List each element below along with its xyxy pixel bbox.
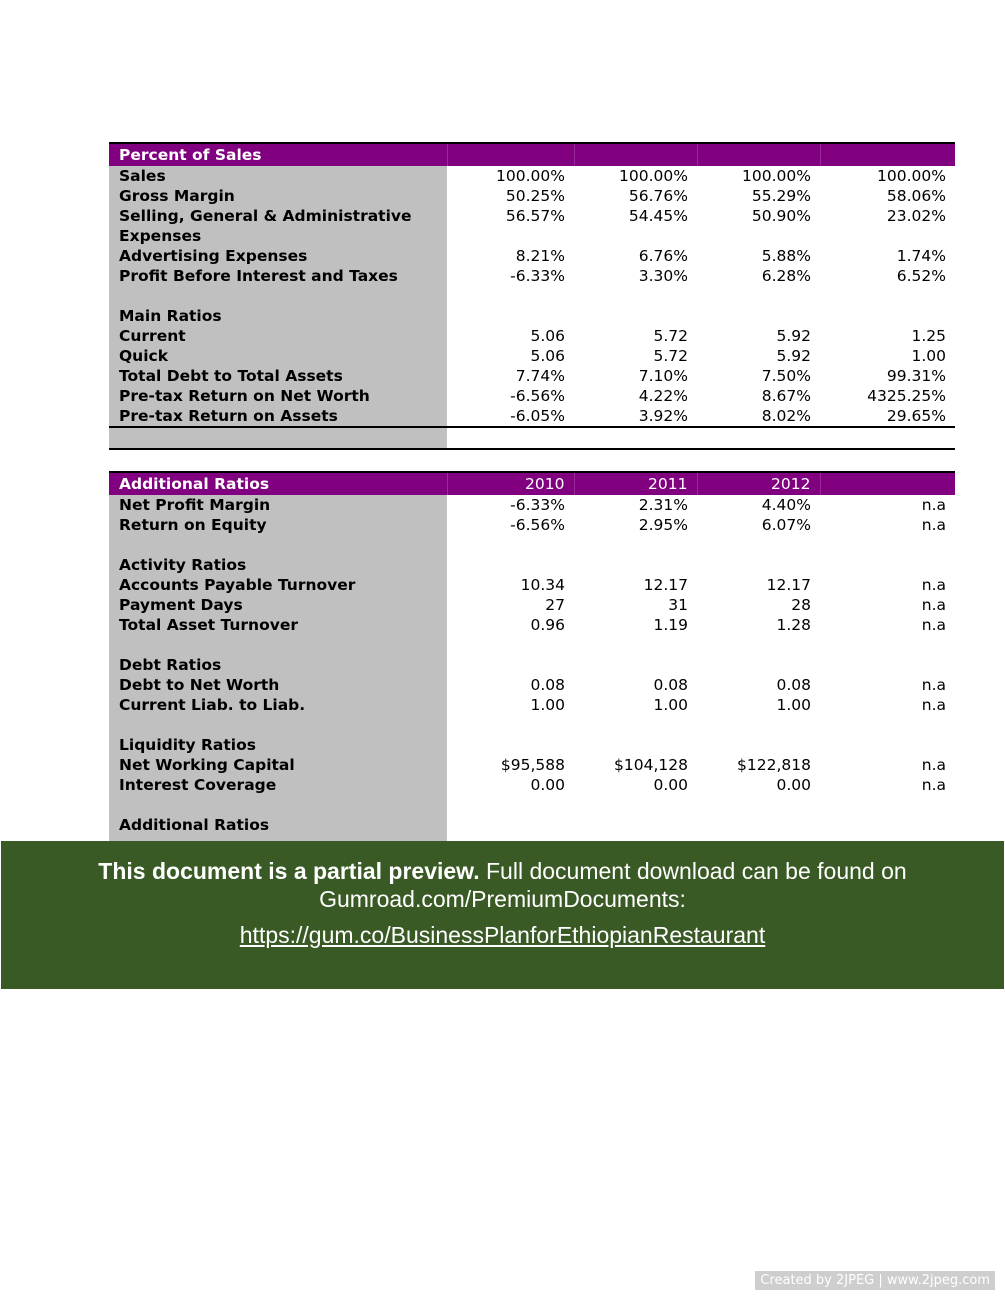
cell-value: n.a [921,576,946,594]
subsection-row [109,735,955,755]
cell-value: 54.45% [628,207,688,225]
table-row [109,166,955,186]
cell-value: 50.25% [505,187,565,205]
cell-value: 1.25 [911,327,946,345]
cell-value: 0.96 [530,616,565,634]
table-row [109,266,955,286]
section-header: Additional Ratios [109,472,447,495]
row-label: Debt to Net Worth [109,675,447,695]
cell-value: 3.92% [574,406,697,427]
cell-value: n.a [921,496,946,514]
subsection-label: Activity Ratios [109,555,447,575]
cell-value: 56.76% [628,187,688,205]
cell-value: 0.08 [776,676,811,694]
cell-value: 7.74% [515,367,565,385]
subsection-label: Liquidity Ratios [109,735,447,755]
cell-value: -6.05% [447,406,574,427]
cell-value: $104,128 [614,756,688,774]
table-row [109,326,955,346]
cell-value: n.a [921,676,946,694]
row-label: Total Asset Turnover [109,615,447,635]
cell-value: 6.28% [761,267,811,285]
row-label: Quick [109,346,447,366]
banner-line2: Gumroad.com/PremiumDocuments: [319,886,686,912]
banner-line1 [1,857,1004,885]
cell-value: 5.72 [653,347,688,365]
cell-value: -6.56% [510,516,565,534]
spacer-row [109,535,955,555]
table-row [109,515,955,535]
cell-value: 1.00 [911,347,946,365]
cell-value: n.a [921,596,946,614]
cell-value: 23.02% [886,207,946,225]
row-label: Gross Margin [109,186,447,206]
cell-value: 100.00% [619,167,688,185]
subsection-row [109,555,955,575]
year-header: 2012 [697,472,820,495]
row-label: Sales [109,166,447,186]
cell-value: 4.40% [761,496,811,514]
spacer-row [109,795,955,815]
row-label: Pre-tax Return on Net Worth [109,386,447,406]
cell-value: 1.28 [776,616,811,634]
cell-value: 7.10% [638,367,688,385]
year-header: 2011 [574,472,697,495]
cell-value: 0.08 [530,676,565,694]
cell-value: n.a [921,696,946,714]
year-header: 2010 [447,472,574,495]
cell-value: 55.29% [751,187,811,205]
cell-value: 1.00 [530,696,565,714]
cell-value: 2.95% [638,516,688,534]
cell-value: 8.02% [697,406,820,427]
section-header: Percent of Sales [109,143,447,166]
cell-value: -6.56% [510,387,565,405]
table-row [109,206,955,246]
cell-value: 58.06% [886,187,946,205]
row-label: Payment Days [109,595,447,615]
row-label: Return on Equity [109,515,447,535]
cell-value: 56.57% [505,207,565,225]
row-label: Current Liab. to Liab. [109,695,447,715]
table-row [109,246,955,266]
subsection-row [109,306,955,326]
cell-value: n.a [921,616,946,634]
row-label: Interest Coverage [109,775,447,795]
banner-bold-text: This document is a partial preview. [98,858,480,884]
cell-value: 8.67% [761,387,811,405]
cell-value: 1.74% [896,247,946,265]
cell-value: 5.88% [761,247,811,265]
cell-value: 100.00% [877,167,946,185]
subsection-label: Additional Ratios [109,815,447,835]
cell-value: 99.31% [886,367,946,385]
cell-value: 7.50% [761,367,811,385]
cell-value: 50.90% [751,207,811,225]
spacer-row [109,286,955,306]
cell-value: 5.06 [530,347,565,365]
row-label: Advertising Expenses [109,246,447,266]
year-header [820,472,955,495]
cell-value: 5.92 [776,327,811,345]
download-link[interactable]: https://gum.co/BusinessPlanforEthiopianRestaurant [239,922,766,948]
table-header-row [109,472,955,495]
cell-value: 28 [791,596,811,614]
cell-value: 100.00% [742,167,811,185]
cell-value: 5.92 [776,347,811,365]
spacer-row [109,635,955,655]
row-label: Selling, General & Administrative Expenses [109,206,447,246]
additional-ratios-table [109,471,955,855]
cell-value: 2.31% [638,496,688,514]
table-row [109,675,955,695]
cell-value: n.a [921,776,946,794]
cell-value: 12.17 [643,576,688,594]
row-label: Net Working Capital [109,755,447,775]
subsection-row [109,655,955,675]
table-row [109,406,955,427]
cell-value: 5.72 [653,327,688,345]
row-label: Profit Before Interest and Taxes [109,266,447,286]
cell-value: 4325.25% [867,387,946,405]
cell-value: n.a [921,516,946,534]
cell-value: 0.08 [653,676,688,694]
cell-value: 1.00 [776,696,811,714]
table-row [109,695,955,715]
table-row [109,186,955,206]
banner-text: Full document download can be found on [479,858,907,884]
cell-value: -6.33% [510,267,565,285]
preview-banner [1,841,1004,989]
table-header-row [109,143,955,166]
table-row [109,615,955,635]
cell-value: 3.30% [638,267,688,285]
spacer-row [109,715,955,735]
cell-value: 4.22% [638,387,688,405]
cell-value: 6.52% [896,267,946,285]
table-row [109,366,955,386]
row-label: Accounts Payable Turnover [109,575,447,595]
cell-value: 0.00 [530,776,565,794]
cell-value: $122,818 [737,756,811,774]
table-row [109,495,955,515]
watermark: Created by 2JPEG | www.2jpeg.com [755,1271,995,1290]
row-label: Total Debt to Total Assets [109,366,447,386]
table-row [109,346,955,366]
table-row [109,755,955,775]
cell-value: 1.19 [653,616,688,634]
subsection-label: Debt Ratios [109,655,447,675]
percent-of-sales-table [109,142,955,450]
cell-value: 5.06 [530,327,565,345]
cell-value: 100.00% [496,167,565,185]
cell-value: 6.07% [761,516,811,534]
cell-value: $95,588 [500,756,565,774]
row-label: Current [109,326,447,346]
row-label: Net Profit Margin [109,495,447,515]
cell-value: 1.00 [653,696,688,714]
subsection-row [109,815,955,835]
cell-value: -6.33% [510,496,565,514]
cell-value: 12.17 [766,576,811,594]
cell-value: 0.00 [776,776,811,794]
table-row [109,775,955,795]
table-row [109,575,955,595]
cell-value: 10.34 [520,576,565,594]
cell-value: 31 [668,596,688,614]
cell-value: 8.21% [515,247,565,265]
subsection-label: Main Ratios [109,306,447,326]
cell-value: 27 [545,596,565,614]
table-row [109,595,955,615]
cell-value: n.a [921,756,946,774]
spacer-row [109,427,955,449]
table-row [109,386,955,406]
cell-value: 0.00 [653,776,688,794]
row-label: Pre-tax Return on Assets [109,406,447,427]
cell-value: 6.76% [638,247,688,265]
cell-value: 29.65% [820,406,955,427]
